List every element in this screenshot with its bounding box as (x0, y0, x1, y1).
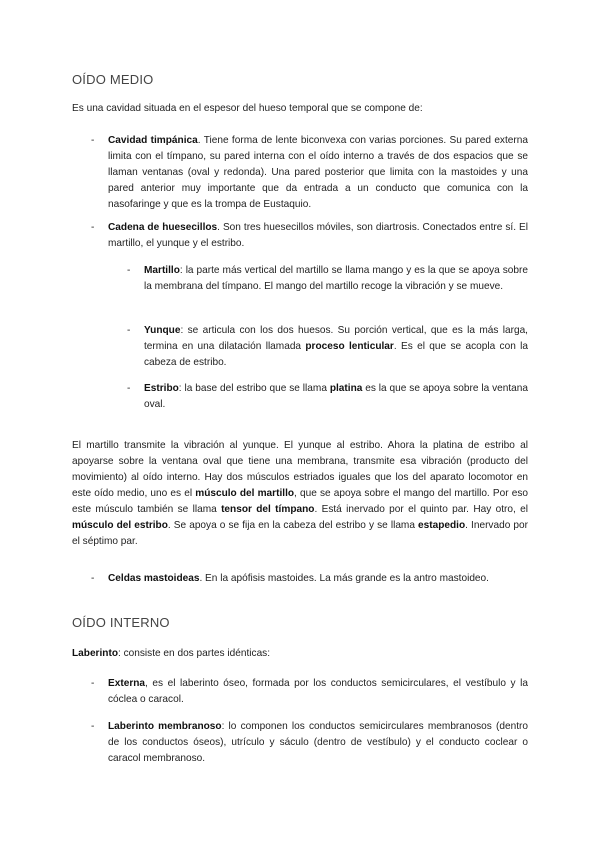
term-tensor-timpano: tensor del tímpano (221, 504, 315, 515)
term-cadena-huesecillos: Cadena de huesecillos (108, 222, 218, 233)
bullet-dash: - (127, 265, 131, 276)
item-text: : la parte más vertical del martillo se llama mango y es la que se apoya sobre la membrana del tímpano. El mango del martillo recoge la vibración y se mueve. (144, 265, 528, 292)
term-martillo: Martillo (144, 265, 180, 276)
paragraph-text: . Se apoya o se fija en la cabeza del estribo y se llama (167, 520, 419, 531)
bullet-dash: - (91, 573, 95, 584)
item-text: es la que se apoya sobre la ventana oval. (144, 383, 529, 410)
term-estapedio: estapedio (418, 520, 466, 531)
sublist-item-estribo (127, 381, 529, 413)
list-item-cadena-huesecillos (91, 220, 528, 252)
item-text: : la base del estribo que se llama (178, 383, 330, 394)
paragraph-text: : consiste en dos partes idénticas: (117, 648, 271, 659)
term-musculo-martillo: músculo del martillo (195, 488, 295, 499)
item-text: . Es el que se acopla con la cabeza de estribo. (144, 341, 528, 368)
section-heading-oido-interno: OÍDO INTERNO (72, 615, 170, 630)
bullet-dash: - (91, 721, 95, 732)
bullet-dash: - (91, 135, 95, 146)
term-laberinto: Laberinto (72, 648, 118, 659)
bullet-dash: - (127, 383, 131, 394)
term-yunque: Yunque (144, 325, 181, 336)
paragraph-text: El martillo transmite la vibración al yunque. El yunque al estribo. Ahora la platina de estribo al apoyarse sobre la ventana oval que tiene una membrana, transmite esa vibración (producto del movimiento) al oído interno. Hay dos músculos estriados iguales que los del aparato locomotor en este oído medio, uno es el (72, 440, 528, 499)
term-celdas-mastoideas: Celdas mastoideas (108, 573, 200, 584)
item-text: . Son tres huesecillos móviles, son diartrosis. Conectados entre sí. El martillo, el yunque y el estribo. (108, 222, 528, 249)
laberinto-intro (72, 646, 528, 662)
list-item-cavidad-timpanica (91, 133, 528, 213)
term-cavidad-timpanica: Cavidad timpánica (108, 135, 198, 146)
list-item-externa (91, 676, 528, 708)
bullet-dash: - (127, 325, 131, 336)
item-text: , es el laberinto óseo, formada por los conductos semicirculares, el vestíbulo y la cóclea o caracol. (108, 678, 528, 705)
bullet-dash: - (91, 222, 95, 233)
section-heading-oido-medio: OÍDO MEDIO (72, 72, 154, 87)
term-externa: Externa (108, 678, 146, 689)
intro-paragraph: Es una cavidad situada en el espesor del hueso temporal que se compone de: (72, 103, 423, 114)
term-platina: platina (329, 383, 363, 394)
paragraph-text: . Inervado por el séptimo par. (72, 520, 528, 547)
item-text: . Tiene forma de lente biconvexa con varias porciones. Su pared externa limita con el tímpano, su pared interna con el oído interno a través de dos espacios que se llaman ventanas (oval y redonda). Una pared posterior que limita con la mastoides y una pared anterior muy importante que da entrada a un conducto que comunica con la nasofaringe y que es la trompa de Eustaquio. (108, 135, 528, 210)
term-proceso-lenticular: proceso lenticular (305, 341, 394, 352)
term-estribo: Estribo (144, 383, 179, 394)
sublist-item-martillo (127, 263, 528, 295)
list-item-laberinto-membranoso (91, 719, 529, 767)
body-paragraph-musculos (72, 438, 528, 550)
term-musculo-estribo: músculo del estribo (72, 520, 168, 531)
sublist-item-yunque (127, 323, 528, 371)
item-text: . En la apófisis mastoides. La más grande es la antro mastoideo. (199, 573, 489, 584)
paragraph-text: . Está inervado por el quinto par. Hay otro, el (314, 504, 528, 515)
term-laberinto-membranoso: Laberinto membranoso (108, 721, 222, 732)
item-text: : se articula con los dos huesos. Su porción vertical, que es la más larga, termina en una dilatación llamada (144, 325, 528, 352)
paragraph-text: , que se apoya sobre el mango del martillo. Por eso este músculo también se llama (72, 488, 528, 515)
bullet-dash: - (91, 678, 95, 689)
item-text: : lo componen los conductos semicirculares membranosos (dentro de los conductos óseos), utrículo y sáculo (dentro de vestíbulo) y el conducto coclear o caracol membranoso. (108, 721, 529, 764)
list-item-celdas-mastoideas (91, 571, 528, 587)
